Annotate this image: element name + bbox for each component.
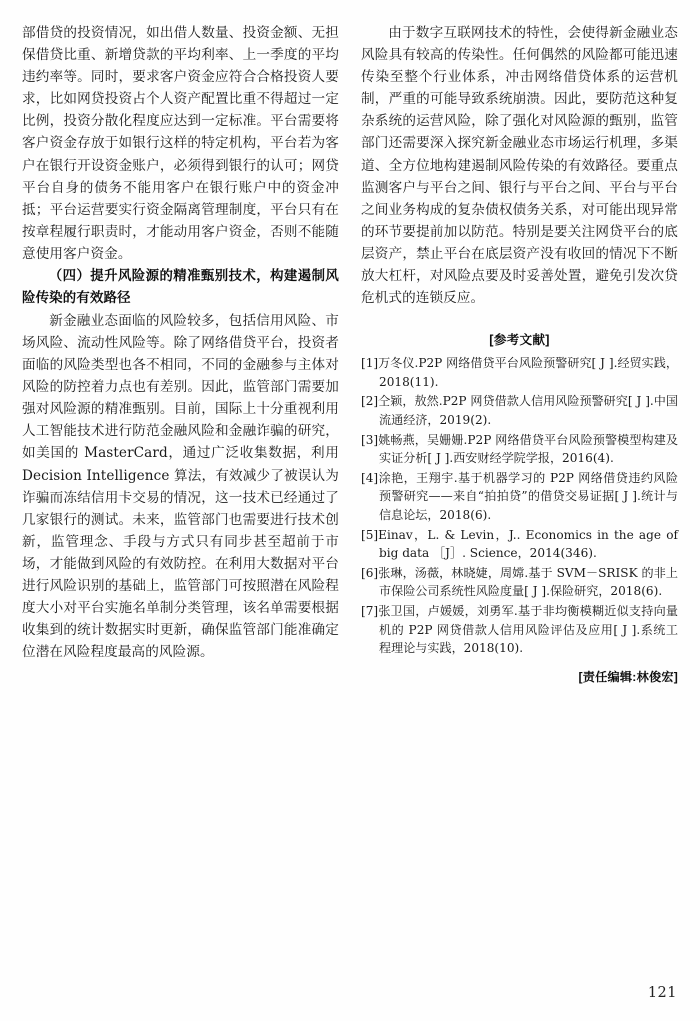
reference-item: [6]张琳，汤薇，林晓婕，周嫦.基于 SVM－SRISK 的非上市保险公司系统性风险度量[ J ].保险研究，2018(6). (361, 565, 678, 599)
section-heading-four: （四）提升风险源的精准甄别技术，构建遏制风险传染的有效路径 (22, 268, 339, 306)
body-paragraph-contagion: 由于数字互联网技术的特性，会使得新金融业态风险具有较高的传染性。任何偶然的风险都可能迅速传染至整个行业体系，冲击网络借贷体系的运营机制，严重的可能导致系统崩溃。因此，要防范这种复杂系统的运营风险，除了强化对风险源的甄别，监管部门还需要深入探究新金融业态市场运行机理，多渠道、全方位地构建遏制风险传染的有效路径。要重点监测客户与平台之间、银行与平台之间、平台与平台之间业务构成的复杂债权债务关系，对可能出现异常的环节要提前加以防范。特别是要关注网贷平台的底层资产，禁止平台在底层资产没有收回的情况下不断放大杠杆，对风险点要及时妥善处置，避免引发次贷危机式的连锁反应。 (361, 25, 678, 307)
body-paragraph-continued: 部借贷的投资情况，如出借人数量、投资金额、无担保借贷比重、新增贷款的平均利率、上一季度的平均违约率等。同时，要求客户资金应符合合格投资人要求，比如网贷投资占个人资产配置比重不得超过一定比例，投资分散化程度应达到一定标准。平台需要将客户资金存放于如银行这样的特定机构，平台若为客户在银行开设资金账户，必须得到银行的认可；网贷平台自身的债务不能用客户在银行账户中的资金冲抵；平台运营要实行资金隔离管理制度，平台只有在按章程履行职责时，才能动用客户资金，否则不能随意使用客户资金。 (22, 25, 339, 262)
reference-item: [4]涂艳，王翔宇.基于机器学习的 P2P 网络借贷违约风险预警研究——来自“拍拍贷”的借贷交易证据[ J ].统计与信息论坛，2018(6). (361, 470, 678, 522)
left-column (22, 22, 339, 685)
reference-item: [2]仝颖，敖然.P2P 网贷借款人信用风险预警研究[ J ].中国流通经济，2019(2). (361, 394, 678, 427)
references-section (361, 329, 678, 658)
body-paragraph-risk-identification: 新金融业态面临的风险较多，包括信用风险、市场风险、流动性风险等。除了网络借贷平台，投资者面临的风险类型也各不相同，不同的金融参与主体对风险的防控着力点也有差别。因此，监管部门需要加强对风险源的精准甄别。目前，国际上十分重视利用人工智能技术进行防范金融风险和金融诈骗的研究，如美国的 MasterCard，通过广泛收集数据，利用 Decision Intelligence 算法，有效减少了被误认为诈骗而冻结信用卡交易的情况，这一技术已经通过了几家银行的测试。未来，监管部门也需要进行技术创新，监管理念、手段与方式只有同步甚至超前于市场，才能做到风险的有效防控。在利用大数据对平台进行风险识别的基础上，监管部门可按照潜在风险程度大小对平台实施名单制分类管理，该名单需要根据收集到的统计数据实时更新，确保监管部门能准确定位潜在风险程度最高的风险源。 (22, 312, 339, 661)
reference-item: [1]万冬仪.P2P 网络借贷平台风险预警研究[ J ].经贸实践，2018(11). (361, 356, 678, 389)
reference-item: [7]张卫国，卢媛媛，刘勇军.基于非均衡模糊近似支持向量机的 P2P 网贷借款人信用风险评估及应用[ J ].系统工程理论与实践，2018(10). (361, 603, 678, 656)
responsible-editor-credit: [责任编辑:林俊宏] (578, 669, 678, 684)
page-number: 121 (647, 985, 677, 1001)
right-column (361, 22, 678, 685)
reference-item: [3]姚畅燕，吴姗姗.P2P 网络借贷平台风险预警模型构建及实证分析[ J ].西安财经学院学报，2016(4). (361, 432, 678, 466)
two-column-layout (22, 22, 678, 685)
references-heading: [参考文献] (489, 333, 550, 348)
reference-item: [5]Einav，L. & Levin，J.. Economics in the age of big data ［J］. Science，2014(346). (361, 527, 678, 561)
